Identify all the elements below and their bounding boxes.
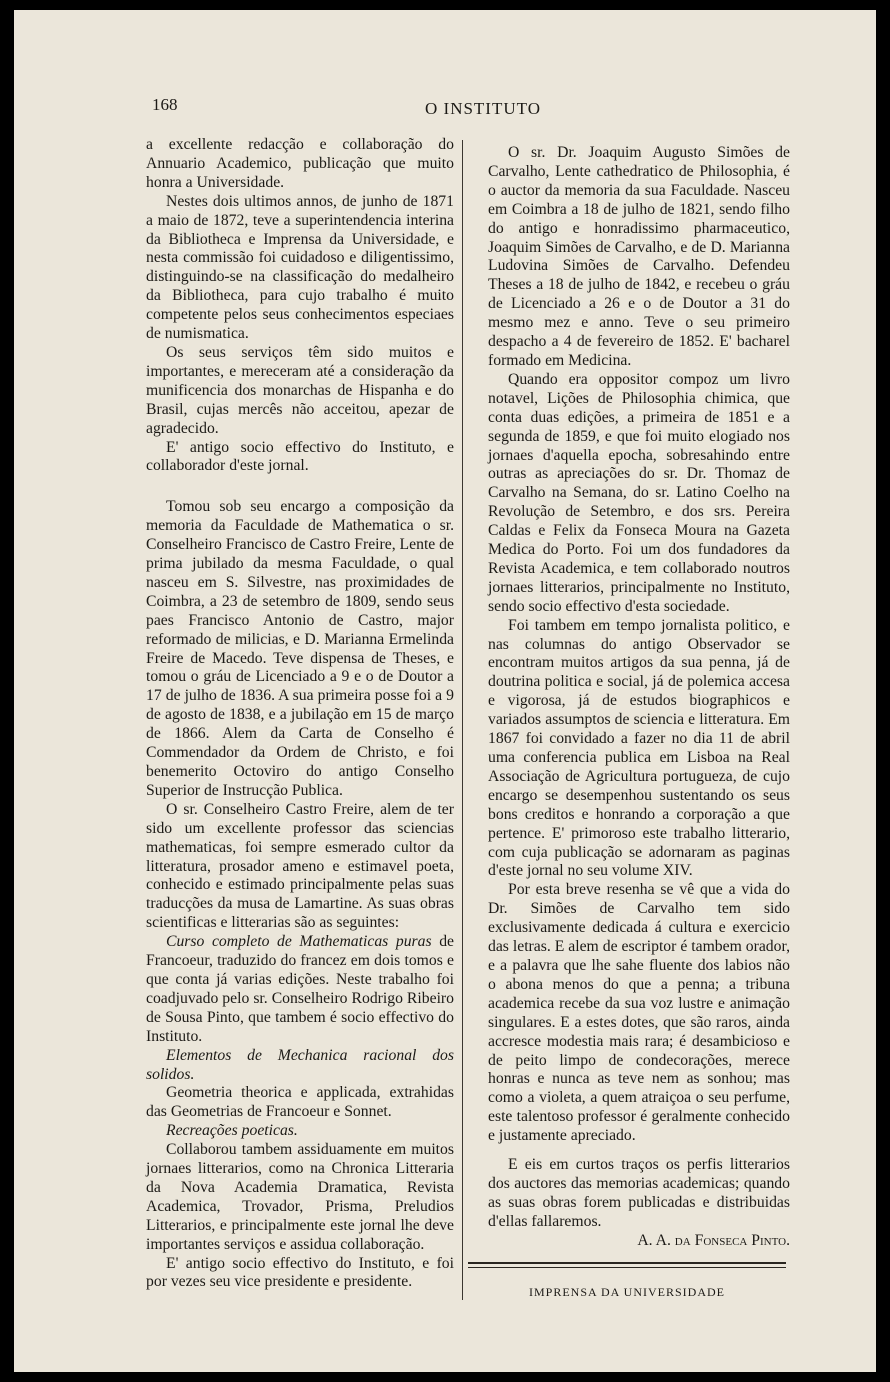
paragraph: Por esta breve resenha se vê que a vida do Dr. Simões de Carvalho tem sido exclusivamente dedicada á cultura e exercicio das letras. E alem de escriptor é tambem orador, e a palavra que lhe sahe fluente dos labios não o abona menos do que a penna; a tribuna academica recebe da sua voz lustre e animação singulares. E a estes dotes, que são raros, ainda accresce modestia mais rara; é desambicioso e de peito limpo de condecorações, merece honras e nunca as teve nem as sonhou; mas como a violeta, a quem atraiçoa o seu perfume, este talentoso professor é geralmente conhecido e justamente apreciado. xyxy=(488,881,790,1145)
paragraph: a excellente redacção e collaboração do Annuario Academico, publicação que muito honra a Universidade. xyxy=(146,136,454,191)
paragraph: Quando era oppositor compoz um livro notavel, Lições de Philosophia chimica, que conta duas edições, a primeira de 1851 e a segunda de 1859, e que foi muito elogiado nos jornaes d'aquella epocha, sobresahindo entre outras as apreciações do sr. Dr. Thomaz de Carvalho na Semana, do sr. Latino Coelho na Revolução de Setembro, e dos srs. Pereira Caldas e Felix da Fonseca Moura na Gazeta Medica do Porto. Foi um dos fundadores da Revista Academica, e tem collaborado noutros jornaes litterarios, principalmente no Instituto, sendo socio effectivo d'esta sociedade. xyxy=(488,370,790,615)
imprint: IMPRENSA DA UNIVERSIDADE xyxy=(528,1285,725,1299)
paragraph: E' antigo socio effectivo do Instituto, e collaborador d'este jornal. xyxy=(146,438,454,475)
work-entry: Elementos de Mechanica racional dos solidos. xyxy=(146,1046,454,1083)
work-title: Curso completo de Mathematicas puras xyxy=(166,933,432,951)
right-column xyxy=(488,144,790,1251)
paragraph: Foi tambem em tempo jornalista politico, e nas columnas do antigo Observador se encontram muitos artigos da sua penna, já de doutrina politica e social, já de polemica accesa e vigorosa, já de estudos biographicos e variados assumptos de sciencia e litteratura. Em 1867 foi convidado a fazer no dia 11 de abril uma conferencia publica em Lisboa na Real Associação de Agricultura portugueza, de cujo encargo se desempenhou sustentando os seus bons creditos e honrando a corporação a que pertence. E' primoroso este trabalho litterario, com cuja publicação se adornaram as paginas d'este jornal no seu volume XIV. xyxy=(488,616,790,880)
paragraph: O sr. Dr. Joaquim Augusto Simões de Carvalho, Lente cathedratico de Philosophia, é o auctor da memoria da sua Faculdade. Nasceu em Coimbra a 18 de julho de 1821, sendo filho do antigo e honradissimo pharmaceutico, Joaquim Simões de Carvalho, e de D. Marianna Ludovina Simões de Carvalho. Defendeu Theses a 18 de julho de 1842, e recebeu o gráu de Licenciado a 26 e o de Doutor a 31 do mesmo mez e anno. Teve o seu primeiro despacho a 4 de fevereiro de 1852. E' bacharel formado em Medicina. xyxy=(488,144,790,369)
paragraph: Collaborou tambem assiduamente em muitos jornaes litterarios, como na Chronica Litteraria da Nova Academia Dramatica, Revista Academica, Trovador, Prisma, Preludios Litterarios, e principalmente este jornal lhe deve importantes serviços e assidua collaboração. xyxy=(146,1141,454,1253)
column-divider xyxy=(462,140,463,1300)
page-number: 168 xyxy=(152,95,178,114)
work-entry: Recreações poeticas. xyxy=(166,1122,298,1140)
work-entry: Geometria theorica e applicada, extrahidas das Geometrias de Francoeur e Sonnet. xyxy=(146,1084,454,1121)
left-column xyxy=(146,136,454,1292)
signature: A. A. da Fonseca Pinto. xyxy=(637,1231,790,1249)
closing-rule-thin xyxy=(468,1267,786,1268)
closing-rule xyxy=(468,1262,786,1264)
work-entry: Curso completo de Mathematicas puras de Francoeur, traduzido do francez em dois tomos e que conta já varias edições. Neste trabalho foi coadjuvado pelo sr. Conselheiro Rodrigo Ribeiro de Sousa Pinto, que tambem é socio effectivo do Instituto. xyxy=(146,933,454,1045)
paragraph: Os seus serviços têm sido muitos e importantes, e mereceram até a consideração da munificencia dos monarchas de Hispanha e do Brasil, cujas mercês não acceitou, apezar de agradecido. xyxy=(146,343,454,437)
paragraph: E eis em curtos traços os perfis litterarios dos auctores das memorias academicas; quando as suas obras forem publicadas e distribuidas d'ellas fallaremos. xyxy=(488,1156,790,1230)
paragraph: E' antigo socio effectivo do Instituto, e foi por vezes seu vice presidente e presidente. xyxy=(146,1254,454,1291)
running-head: O INSTITUTO xyxy=(425,99,541,118)
paragraph: Tomou sob seu encargo a composição da memoria da Faculdade de Mathematica o sr. Conselheiro Francisco de Castro Freire, Lente de prima jubilado da mesma Faculdade, o qual nasceu em S. Silvestre, nas proximidades de Coimbra, a 23 de setembro de 1809, sendo seus paes Francisco Antonio de Castro, major reformado de milicias, e D. Marianna Ermelinda Freire de Macedo. Teve dispensa de Theses, e tomou o gráu de Licenciado a 9 e o de Doutor a 17 de julho de 1836. A sua primeira posse foi a 9 de agosto de 1838, e a jubilação em 15 de março de 1866. Alem da Carta de Conselho é Commendador da Ordem de Christo, e foi benemerito Octoviro do antigo Conselho Superior de Instrucção Publica. xyxy=(146,498,454,799)
paragraph: Nestes dois ultimos annos, de junho de 1871 a maio de 1872, teve a superintendencia interina da Bibliotheca e Imprensa da Universidade, e nesta commissão foi cuidadoso e diligentissimo, distinguindo-se na classificação do medalheiro da Bibliotheca, para cujo trabalho é muito competente pelos seus conhecimentos especiaes de numismatica. xyxy=(146,192,454,343)
paragraph: O sr. Conselheiro Castro Freire, alem de ter sido um excellente professor das sciencias mathematicas, foi sempre esmerado cultor da litteratura, prosador ameno e estimavel poeta, conhecido e estimado principalmente pelas suas traducções da musa de Lamartine. As suas obras scientificas e litterarias são as seguintes: xyxy=(146,800,454,932)
